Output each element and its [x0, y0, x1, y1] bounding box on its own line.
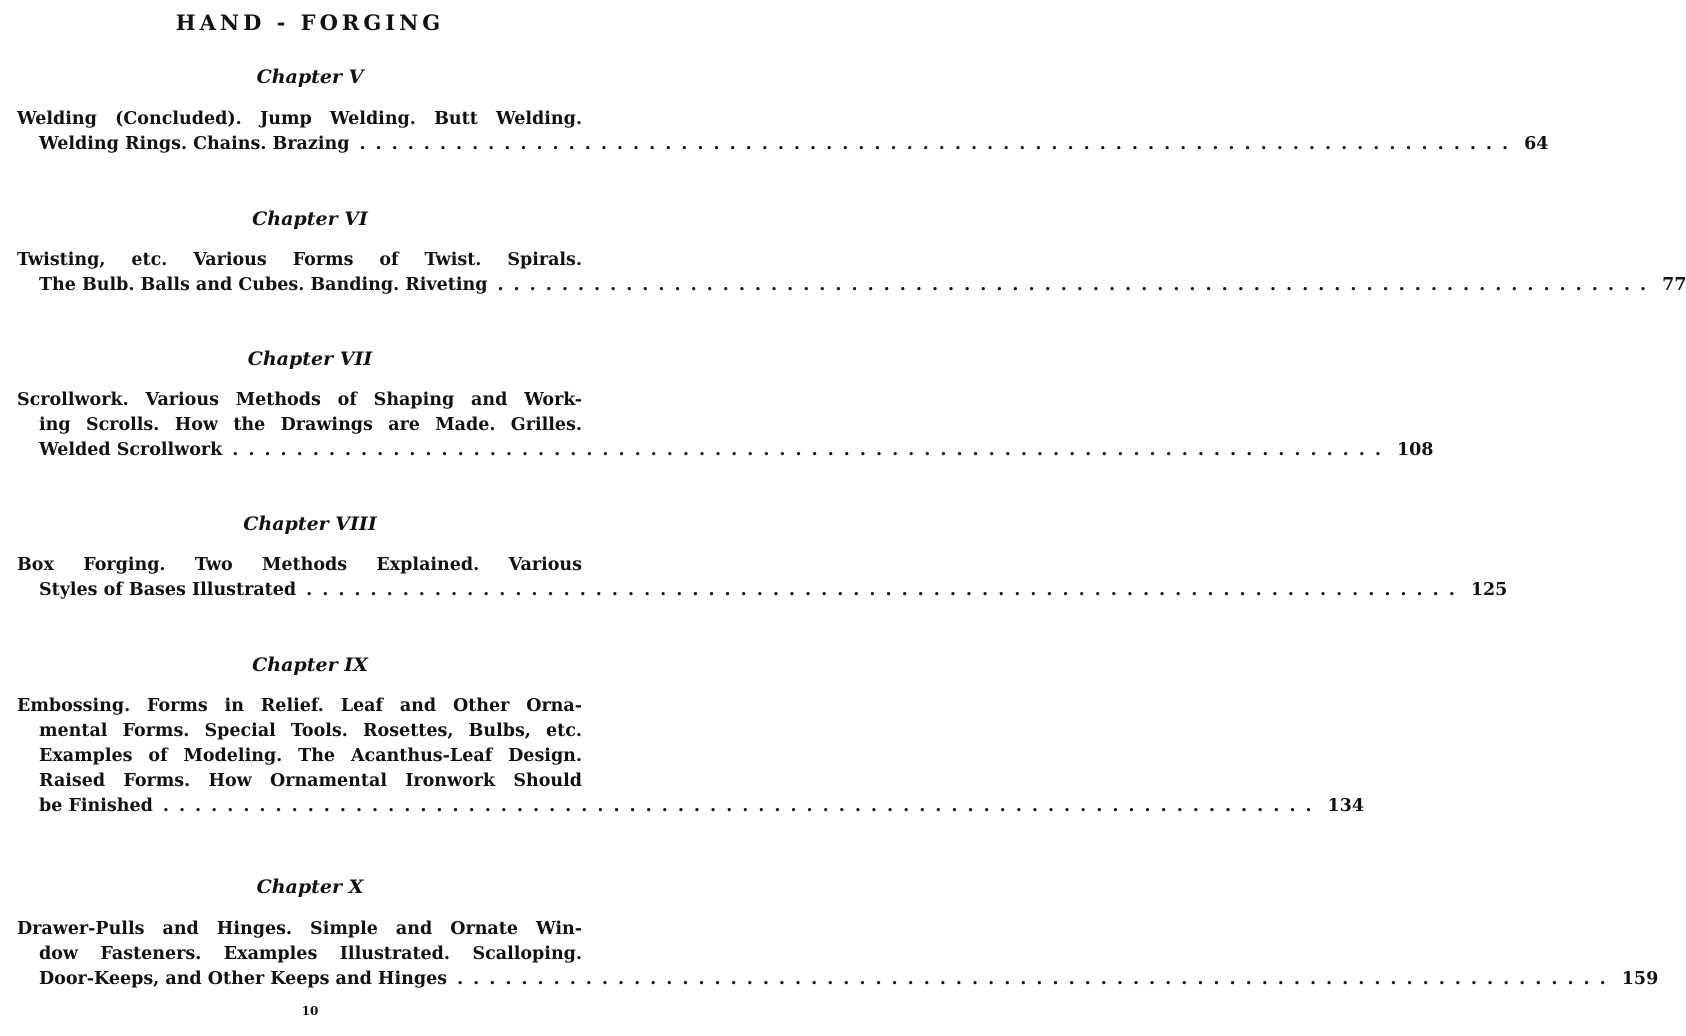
entry-last-line: Welded Scrollwork — [39, 440, 223, 460]
entry-line: Examples of Modeling. The Acanthus-Leaf Design. — [39, 746, 582, 766]
dot-leader: ........................................................................ — [497, 275, 1657, 295]
chapter-heading: Chapter VIII — [243, 513, 377, 535]
page-reference: 108 — [1396, 440, 1434, 460]
toc-entry — [17, 694, 1365, 819]
page-reference: 159 — [1621, 969, 1659, 989]
toc-entry — [17, 107, 1549, 157]
entry-line: Drawer-Pulls and Hinges. Simple and Ornate Win- — [17, 919, 582, 939]
page-title: HAND - FORGING — [175, 10, 445, 35]
entry-leader-line — [17, 132, 1549, 157]
entry-line: Scrollwork. Various Methods of Shaping and Work- — [17, 390, 582, 410]
entry-last-line: Styles of Bases Illustrated — [39, 580, 297, 600]
entry-line: mental Forms. Special Tools. Rosettes, Bulbs, etc. — [39, 721, 582, 741]
page-reference: 125 — [1470, 580, 1508, 600]
dot-leader: ........................................................................ — [359, 134, 1519, 154]
page-reference: 134 — [1327, 796, 1365, 816]
entry-line: Box Forging. Two Methods Explained. Various — [17, 555, 582, 575]
entry-leader-line — [17, 967, 1659, 992]
chapter-heading: Chapter VI — [252, 208, 368, 230]
entry-line: Twisting, etc. Various Forms of Twist. Spirals. — [17, 250, 582, 270]
dot-leader: ........................................................................ — [306, 580, 1465, 600]
chapter-heading: Chapter VII — [247, 348, 373, 370]
dot-leader: ........................................................................ — [457, 969, 1616, 989]
dot-leader: ........................................................................ — [232, 440, 1391, 460]
entry-leader-line — [17, 794, 1365, 819]
entry-last-line: be Finished — [39, 796, 153, 816]
entry-line: ing Scrolls. How the Drawings are Made. Grilles. — [39, 415, 582, 435]
entry-last-line: Welding Rings. Chains. Brazing — [39, 134, 350, 154]
page-reference: 64 — [1524, 134, 1549, 154]
toc-entry — [17, 917, 1659, 992]
chapter-heading: Chapter X — [256, 876, 364, 898]
entry-leader-line — [17, 273, 1686, 298]
page-reference: 77 — [1662, 275, 1686, 295]
entry-leader-line — [17, 438, 1434, 463]
entry-last-line: Door-Keeps, and Other Keeps and Hinges — [39, 969, 448, 989]
entry-line: dow Fasteners. Examples Illustrated. Scalloping. — [39, 944, 582, 964]
entry-line: Raised Forms. How Ornamental Ironwork Should — [39, 771, 582, 791]
dot-leader: ........................................................................ — [162, 796, 1322, 816]
toc-entry — [17, 388, 1434, 463]
chapter-heading: Chapter IX — [252, 654, 368, 676]
toc-entry — [17, 248, 1686, 298]
entry-leader-line — [17, 578, 1508, 603]
entry-line: Welding (Concluded). Jump Welding. Butt Welding. — [17, 109, 582, 129]
chapter-heading: Chapter V — [256, 66, 364, 88]
entry-line: Embossing. Forms in Relief. Leaf and Other Orna- — [17, 696, 582, 716]
page-number: 10 — [301, 1004, 319, 1018]
toc-entry — [17, 553, 1508, 603]
entry-last-line: The Bulb. Balls and Cubes. Banding. Riveting — [39, 275, 488, 295]
